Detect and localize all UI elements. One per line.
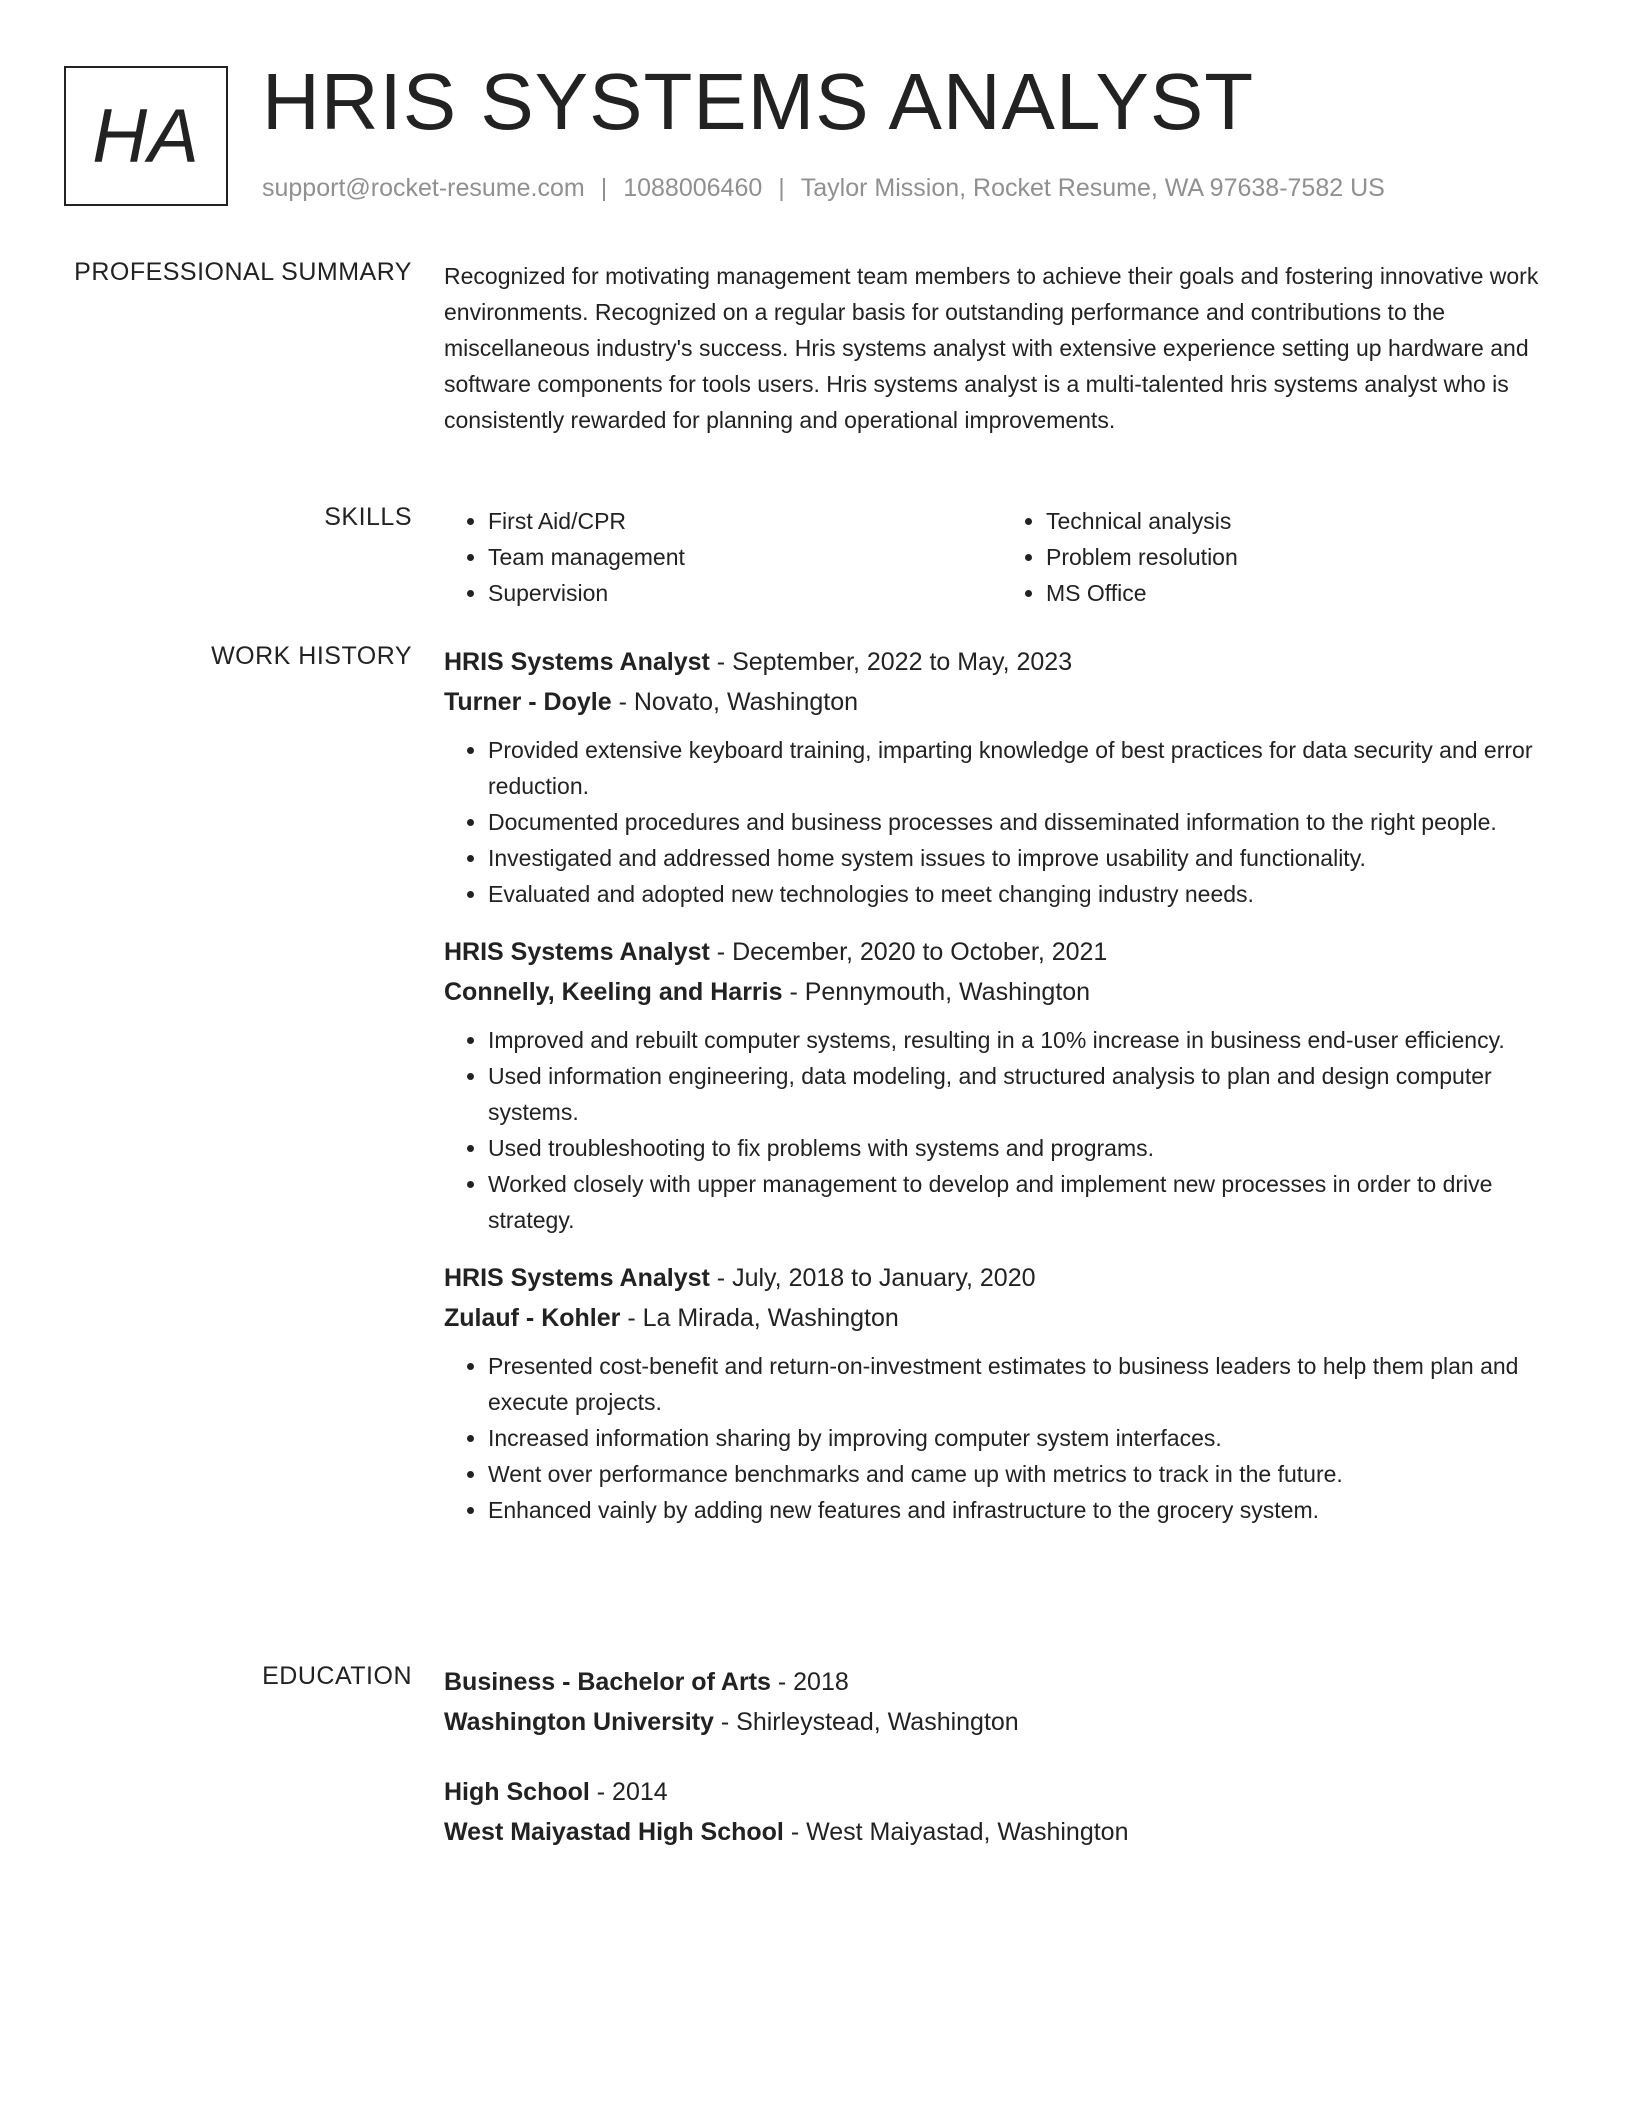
job-title-line [444, 932, 1560, 972]
section-label: SKILLS [324, 503, 412, 531]
job-title: HRIS Systems Analyst [444, 1264, 710, 1292]
school: Washington University [444, 1708, 714, 1736]
job-company-line [444, 1298, 1560, 1338]
job-bullets [444, 1022, 1560, 1238]
job-dates: - September, 2022 to May, 2023 [709, 648, 1073, 676]
job-title: HRIS Systems Analyst [444, 648, 710, 676]
degree-line [444, 1772, 1560, 1812]
skill-item: • MS Office [1046, 575, 1560, 611]
school-location: - Shirleystead, Washington [713, 1708, 1019, 1736]
job-title-line [444, 642, 1560, 682]
contact-address: Taylor Mission, Rocket Resume, WA 97638-7582 US [800, 174, 1385, 202]
skills-grid [444, 503, 1560, 611]
job-entry [444, 932, 1560, 1238]
skill-item: • First Aid/CPR [488, 503, 1002, 539]
skill-item: • Technical analysis [1046, 503, 1560, 539]
job-bullet: • Went over performance benchmarks and came up with metrics to track in the future. [488, 1456, 1560, 1492]
contact-email: support@rocket-resume.com [262, 174, 585, 202]
job-bullet: • Worked closely with upper management to develop and implement new processes in order to drive strategy. [488, 1166, 1560, 1238]
summary-body [444, 258, 1560, 438]
degree-line [444, 1662, 1560, 1702]
work-history-body [444, 642, 1560, 1548]
monogram: HA [92, 93, 200, 179]
skill-item: • Supervision [488, 575, 1002, 611]
job-bullet: • Improved and rebuilt computer systems, resulting in a 10% increase in business end-user efficiency. [488, 1022, 1560, 1058]
job-bullet: • Used troubleshooting to fix problems with systems and programs. [488, 1130, 1560, 1166]
job-company-line [444, 972, 1560, 1012]
job-location: - Novato, Washington [611, 688, 859, 716]
job-bullet: • Provided extensive keyboard training, imparting knowledge of best practices for data security and error reduction. [488, 732, 1560, 804]
job-title: HRIS Systems Analyst [444, 938, 710, 966]
education-body [444, 1662, 1560, 1872]
section-label: PROFESSIONAL SUMMARY [74, 258, 412, 286]
job-bullet: • Documented procedures and business processes and disseminated information to the right people. [488, 804, 1560, 840]
contact-separator: | [600, 174, 608, 202]
job-title-line [444, 1258, 1560, 1298]
section-label: WORK HISTORY [211, 642, 412, 670]
job-dates: - July, 2018 to January, 2020 [709, 1264, 1036, 1292]
skills-body [444, 503, 1560, 611]
school-line [444, 1812, 1560, 1852]
job-company: Zulauf - Kohler [444, 1304, 621, 1332]
school: West Maiyastad High School [444, 1818, 784, 1846]
skill-item: • Problem resolution [1046, 539, 1560, 575]
contact-separator: | [778, 174, 785, 202]
education-entry [444, 1662, 1560, 1742]
contact-line [262, 174, 1385, 203]
degree: Business - Bachelor of Arts [444, 1668, 771, 1696]
job-entry [444, 642, 1560, 912]
job-company-line [444, 682, 1560, 722]
degree-year: - 2014 [589, 1778, 668, 1806]
job-entry [444, 1258, 1560, 1528]
job-bullets [444, 732, 1560, 912]
degree: High School [444, 1778, 590, 1806]
job-company: Connelly, Keeling and Harris [444, 978, 783, 1006]
job-company: Turner - Doyle [444, 688, 612, 716]
job-bullet: • Presented cost-benefit and return-on-investment estimates to business leaders to help them plan and execute projects. [488, 1348, 1560, 1420]
skills-column-left [444, 503, 1002, 611]
job-location: - La Mirada, Washington [620, 1304, 899, 1332]
skills-column-right [1002, 503, 1560, 611]
degree-year: - 2018 [770, 1668, 849, 1696]
job-bullets [444, 1348, 1560, 1528]
education-entry [444, 1772, 1560, 1852]
page-title: HRIS SYSTEMS ANALYST [262, 57, 1255, 146]
job-bullet: • Increased information sharing by improving computer system interfaces. [488, 1420, 1560, 1456]
job-bullet: • Investigated and addressed home system issues to improve usability and functionality. [488, 840, 1560, 876]
contact-phone: 1088006460 [623, 174, 763, 202]
school-line [444, 1702, 1560, 1742]
job-bullet: • Enhanced vainly by adding new features and infrastructure to the grocery system. [488, 1492, 1560, 1528]
skill-item: • Team management [488, 539, 1002, 575]
summary-text: Recognized for motivating management team members to achieve their goals and fostering innovative work environments. Recognized on a regular basis for outstanding performance and contributions to the miscellaneous industry's success. Hris systems analyst with extensive experience setting up hardware and software components for tools users. Hris systems analyst is a multi-talented hris systems analyst who is consistently rewarded for planning and operational improvements. [444, 263, 1539, 433]
section-label: EDUCATION [262, 1662, 412, 1690]
job-bullet: • Evaluated and adopted new technologies to meet changing industry needs. [488, 876, 1560, 912]
monogram-box [64, 66, 228, 206]
job-location: - Pennymouth, Washington [782, 978, 1091, 1006]
job-dates: - December, 2020 to October, 2021 [709, 938, 1108, 966]
school-location: - West Maiyastad, Washington [783, 1818, 1129, 1846]
job-bullet: • Used information engineering, data modeling, and structured analysis to plan and design computer systems. [488, 1058, 1560, 1130]
